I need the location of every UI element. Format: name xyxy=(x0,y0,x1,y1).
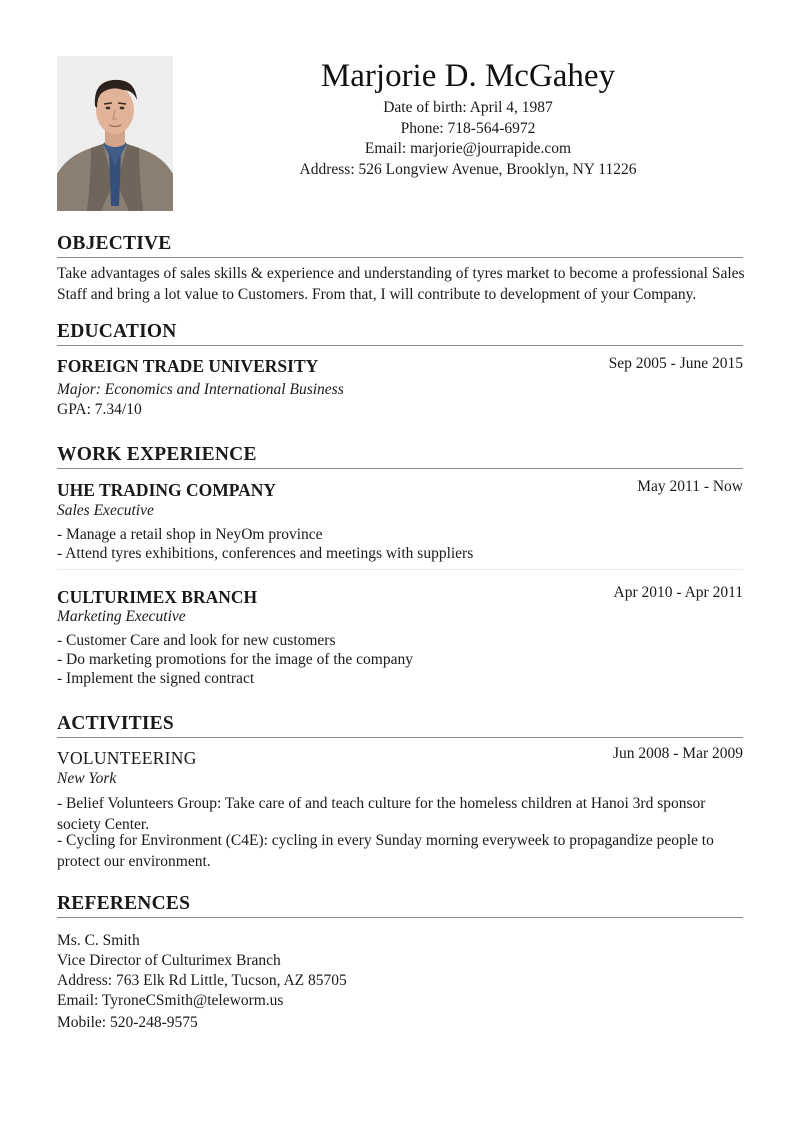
activity-location: New York xyxy=(57,770,117,787)
education-date: Sep 2005 - June 2015 xyxy=(608,355,743,372)
references-heading: REFERENCES xyxy=(57,892,743,918)
email: Email: marjorie@jourrapide.com xyxy=(364,140,572,157)
activity-date: Jun 2008 - Mar 2009 xyxy=(612,745,743,762)
objective-text: Take advantages of sales skills & experience and understanding of tyres market to become a professional Sales Staff and bring a lot value to Customers. From that, I will contribute to development of your Company. xyxy=(57,265,745,303)
objective-heading: OBJECTIVE xyxy=(57,232,743,258)
date-of-birth: Date of birth: April 4, 1987 xyxy=(383,99,553,116)
education-major: Major: Economics and International Business xyxy=(57,381,344,398)
phone: Phone: 718-564-6972 xyxy=(400,119,536,137)
address: Address: 526 Longview Avenue, Brooklyn, NY 11226 xyxy=(299,160,637,178)
job-bullet: - Do marketing promotions for the image of the company xyxy=(57,651,413,668)
portrait-illustration xyxy=(57,56,173,211)
resume-header xyxy=(180,56,756,180)
job-bullet: - Manage a retail shop in NeyOm province xyxy=(57,526,323,543)
profile-photo xyxy=(57,56,173,211)
activity-title: VOLUNTEERING xyxy=(57,748,197,768)
job-role: Sales Executive xyxy=(57,502,154,519)
reference-title: Vice Director of Culturimex Branch xyxy=(57,952,281,969)
education-gpa: GPA: 7.34/10 xyxy=(57,401,142,418)
education-school: FOREIGN TRADE UNIVERSITY xyxy=(57,356,319,376)
reference-mobile: Mobile: 520-248-9575 xyxy=(57,1014,198,1031)
job-date: Apr 2010 - Apr 2011 xyxy=(613,584,743,601)
job-role: Marketing Executive xyxy=(57,608,186,625)
job-bullet: - Attend tyres exhibitions, conferences and meetings with suppliers xyxy=(57,545,474,562)
activities-heading: ACTIVITIES xyxy=(57,712,743,738)
reference-email: Email: TyroneCSmith@teleworm.us xyxy=(57,992,284,1009)
reference-name: Ms. C. Smith xyxy=(57,932,140,949)
work-heading: WORK EXPERIENCE xyxy=(57,443,743,469)
job-bullet: - Customer Care and look for new customers xyxy=(57,632,336,649)
education-heading: EDUCATION xyxy=(57,320,743,346)
job-divider xyxy=(57,569,743,570)
candidate-name: Marjorie D. McGahey xyxy=(320,58,616,94)
job-company: CULTURIMEX BRANCH xyxy=(57,587,258,607)
activity-bullet: - Cycling for Environment (C4E): cycling in every Sunday morning everyweek to propagandize people to protect our environment. xyxy=(57,832,714,870)
reference-address: Address: 763 Elk Rd Little, Tucson, AZ 85705 xyxy=(57,972,347,989)
job-bullet: - Implement the signed contract xyxy=(57,670,255,687)
activity-bullet: - Belief Volunteers Group: Take care of and teach culture for the homeless children at Hanoi 3rd sponsor society Center. xyxy=(57,795,706,833)
job-company: UHE TRADING COMPANY xyxy=(57,480,277,500)
job-date: May 2011 - Now xyxy=(637,478,743,495)
